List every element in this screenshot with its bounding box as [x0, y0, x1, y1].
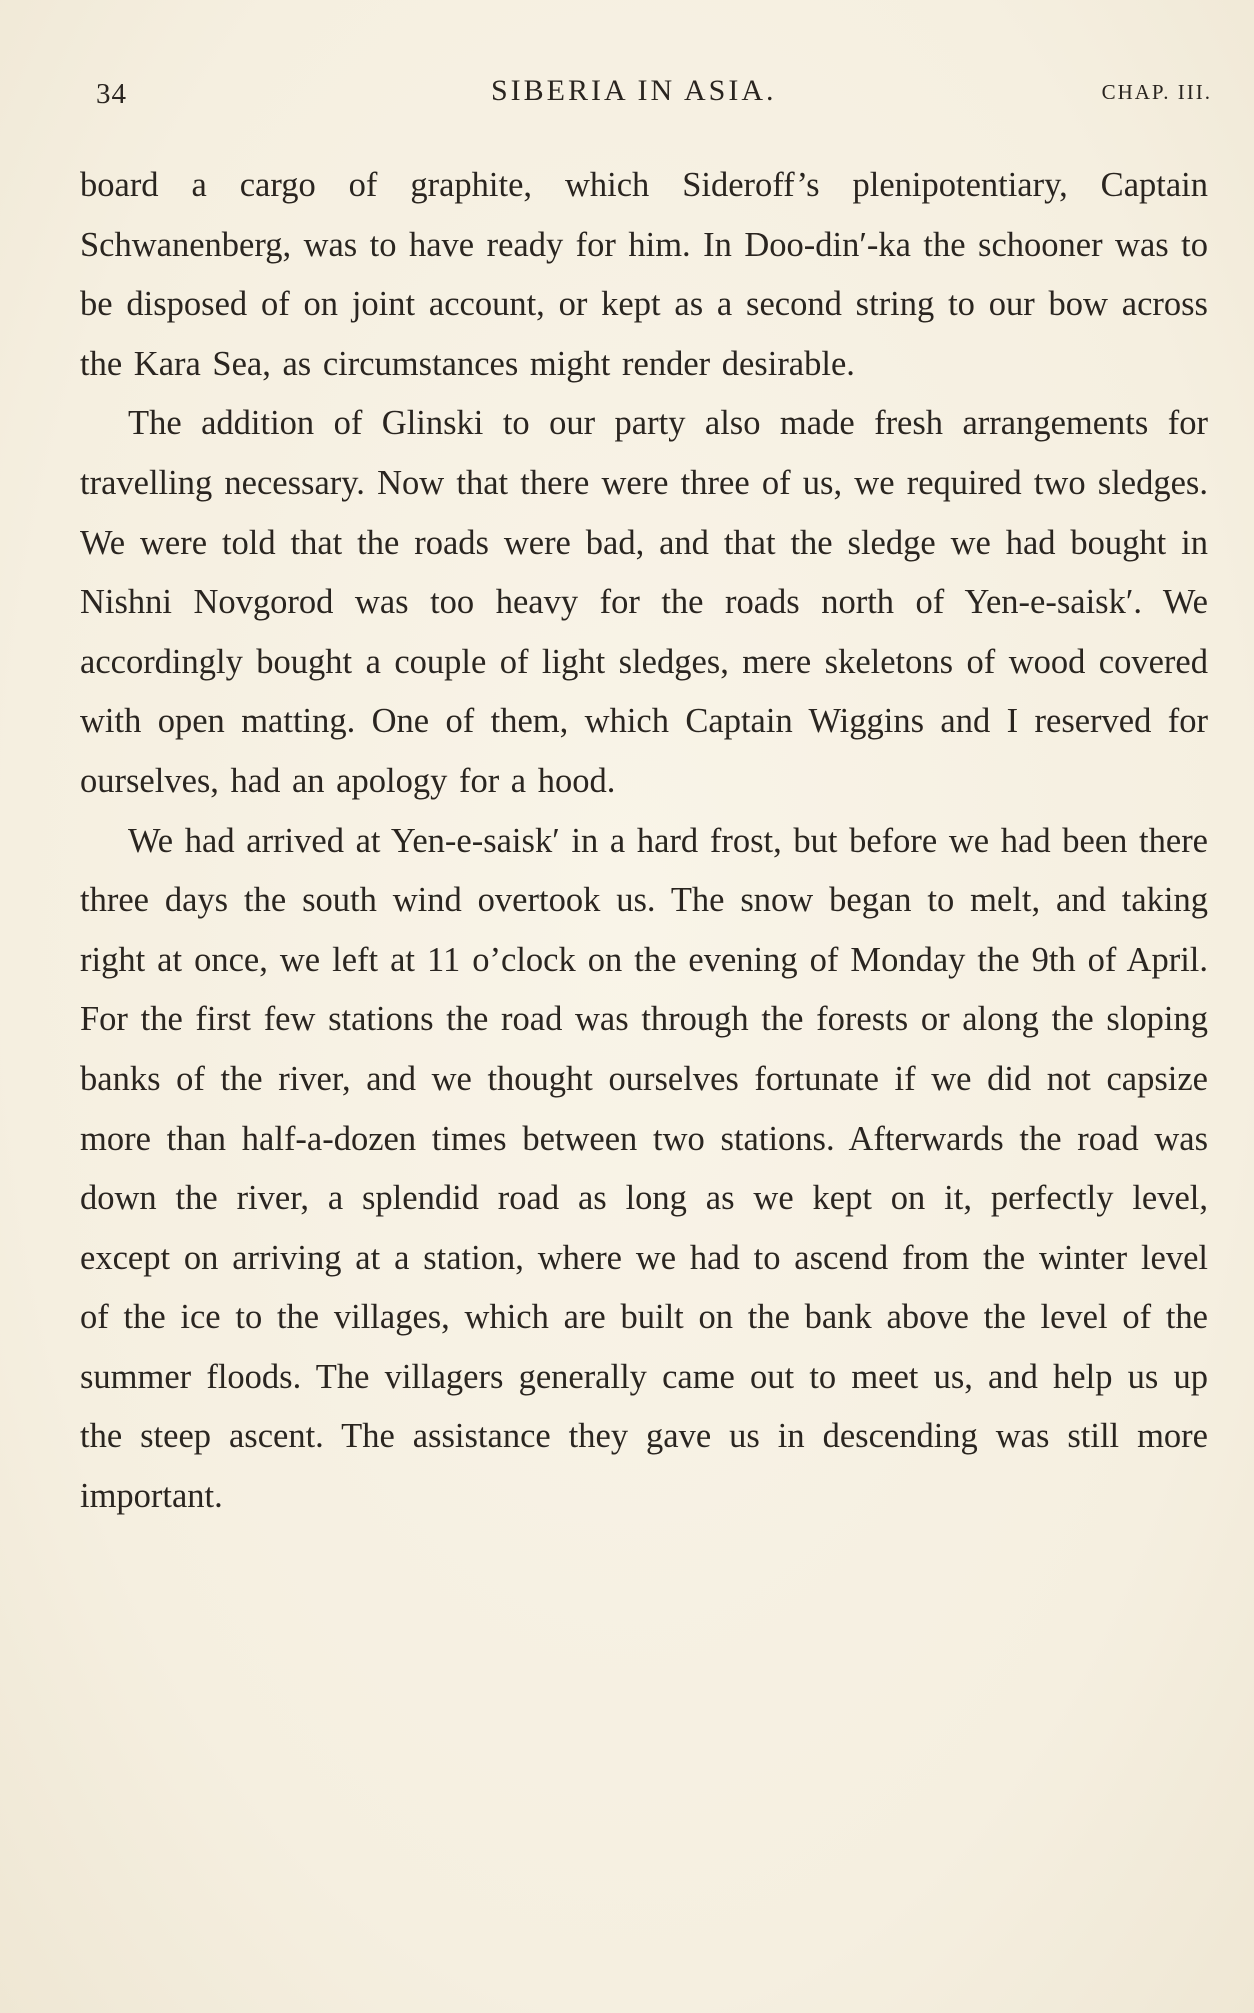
paragraph-sledges: The addition of Glinski to our party also made fresh arrangements for travelling necessary. Now that there were three of us, we required two sledges. We were told that the roads were bad, and that the sledge we had bought in Nishni Novgorod was too heavy for the roads north of Yen-e-saisk′. We accordingly bought a couple of light sledges, mere skeletons of wood covered with open matting. One of them, which Captain Wiggins and I reserved for ourselves, had an apology for a hood.: [80, 404, 1208, 800]
running-head: [96, 70, 1212, 120]
paragraph-journey: We had arrived at Yen-e-saisk′ in a hard frost, but before we had been there three days the south wind overtook us. The snow began to melt, and taking right at once, we left at 11 o’clock on the evening of Monday the 9th of April. For the first few stations the road was through the forests or along the sloping banks of the river, and we thought ourselves fortunate if we did not capsize more than half-a-dozen times between two stations. Afterwards the road was down the river, a splendid road as long as we kept on it, perfectly level, except on arriving at a station, where we had to ascend from the winter level of the ice to the villages, which are built on the bank above the level of the summer floods. The villagers generally came out to meet us, and help us up the steep ascent. The assistance they gave us in descending was still more important.: [80, 821, 1208, 1516]
body-text: [80, 156, 1208, 1527]
running-title: SIBERIA IN ASIA.: [491, 74, 777, 107]
chapter-label: CHAP. III.: [1101, 80, 1212, 104]
page-number: 34: [96, 78, 127, 110]
paragraph-continued: board a cargo of graphite, which Sideroff’s plenipotentiary, Captain Schwanenberg, was to have ready for him. In Doo-din′-ka the schooner was to be disposed of on joint account, or kept as a second string to our bow across the Kara Sea, as circumstances might render desirable.: [80, 166, 1208, 383]
